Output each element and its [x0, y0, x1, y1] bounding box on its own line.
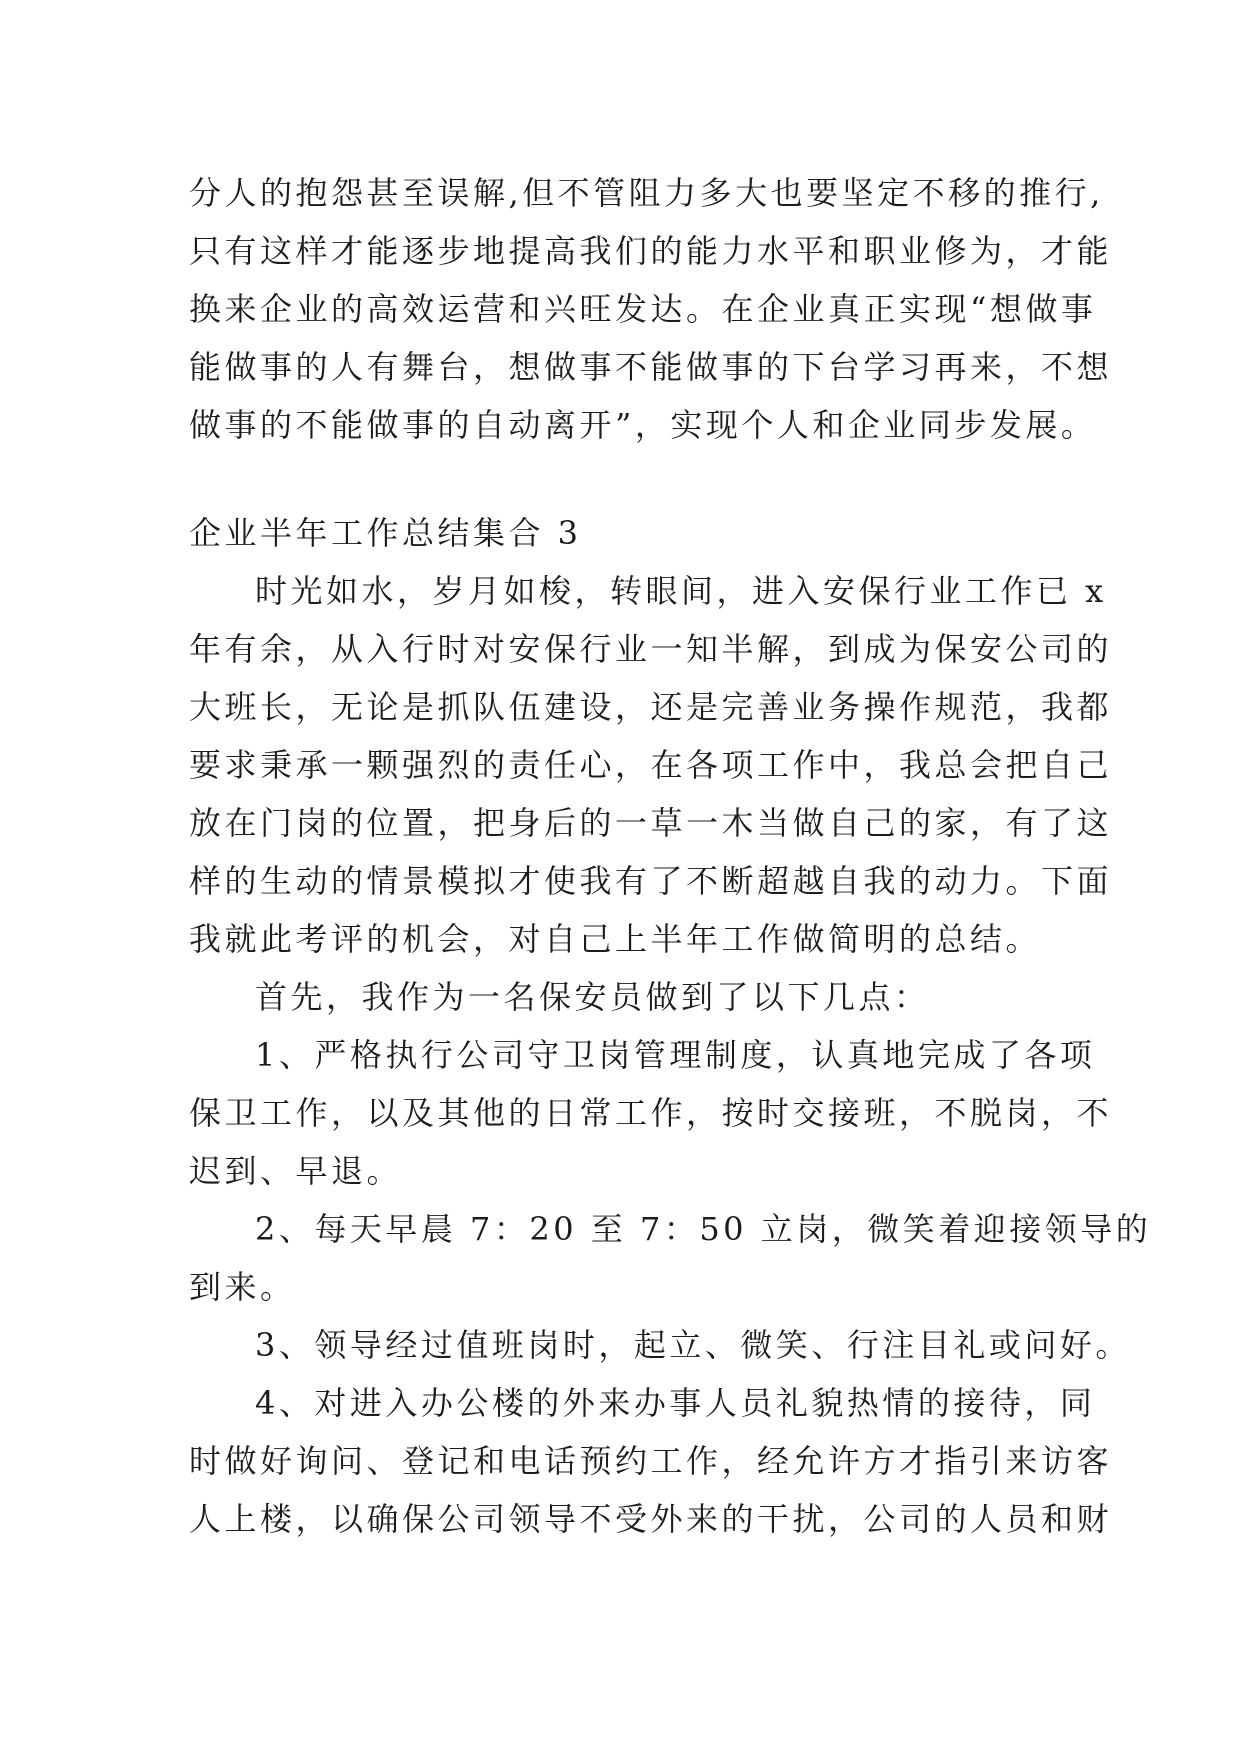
text-line: 能做事的人有舞台，想做事不能做事的下台学习再来，不想	[189, 348, 1113, 386]
list-item-line: 到来。	[189, 1268, 296, 1306]
text-line: 做事的不能做事的自动离开”，实现个人和企业同步发展。	[189, 406, 1097, 444]
text-line: 分人的抱怨甚至误解,但不管阻力多大也要坚定不移的推行,	[189, 174, 1104, 212]
section-heading: 企业半年工作总结集合 3	[189, 514, 582, 552]
paragraph-line: 我就此考评的机会，对自己上半年工作做简明的总结。	[189, 920, 1042, 958]
list-item-line: 保卫工作，以及其他的日常工作，按时交接班，不脱岗，不	[189, 1094, 1113, 1132]
list-item-line: 时做好询问、登记和电话预约工作，经允许方才指引来访客	[189, 1442, 1113, 1480]
list-item-line: 1、严格执行公司守卫岗管理制度，认真地完成了各项	[255, 1036, 1096, 1074]
list-item-line: 人上楼，以确保公司领导不受外来的干扰，公司的人员和财	[189, 1500, 1113, 1538]
paragraph-line: 年有余，从入行时对安保行业一知半解，到成为保安公司的	[189, 630, 1113, 668]
text-line: 只有这样才能逐步地提高我们的能力水平和职业修为，才能	[189, 232, 1113, 270]
list-item-line: 迟到、早退。	[189, 1152, 403, 1190]
paragraph-line: 样的生动的情景模拟才使我有了不断超越自我的动力。下面	[189, 862, 1113, 900]
paragraph-line: 要求秉承一颗强烈的责任心，在各项工作中，我总会把自己	[189, 746, 1113, 784]
paragraph-line: 放在门岗的位置，把身后的一草一木当做自己的家，有了这	[189, 804, 1113, 842]
paragraph-line: 大班长，无论是抓队伍建设，还是完善业务操作规范，我都	[189, 688, 1113, 726]
list-item-line: 3、领导经过值班岗时，起立、微笑、行注目礼或问好。	[255, 1326, 1131, 1364]
list-item-line: 4、对进入办公楼的外来办事人员礼貌热情的接待，同	[255, 1384, 1096, 1422]
paragraph-line: 首先，我作为一名保安员做到了以下几点：	[255, 978, 930, 1016]
continuation-paragraph	[189, 164, 1113, 454]
text-line: 换来企业的高效运营和兴旺发达。在企业真正实现“想做事	[189, 290, 1097, 328]
list-item-line: 2、每天早晨 7：20 至 7：50 立岗，微笑着迎接领导的	[255, 1210, 1152, 1248]
section-3	[189, 504, 1152, 1548]
paragraph-line: 时光如水，岁月如梭，转眼间，进入安保行业工作已 x	[255, 572, 1107, 610]
